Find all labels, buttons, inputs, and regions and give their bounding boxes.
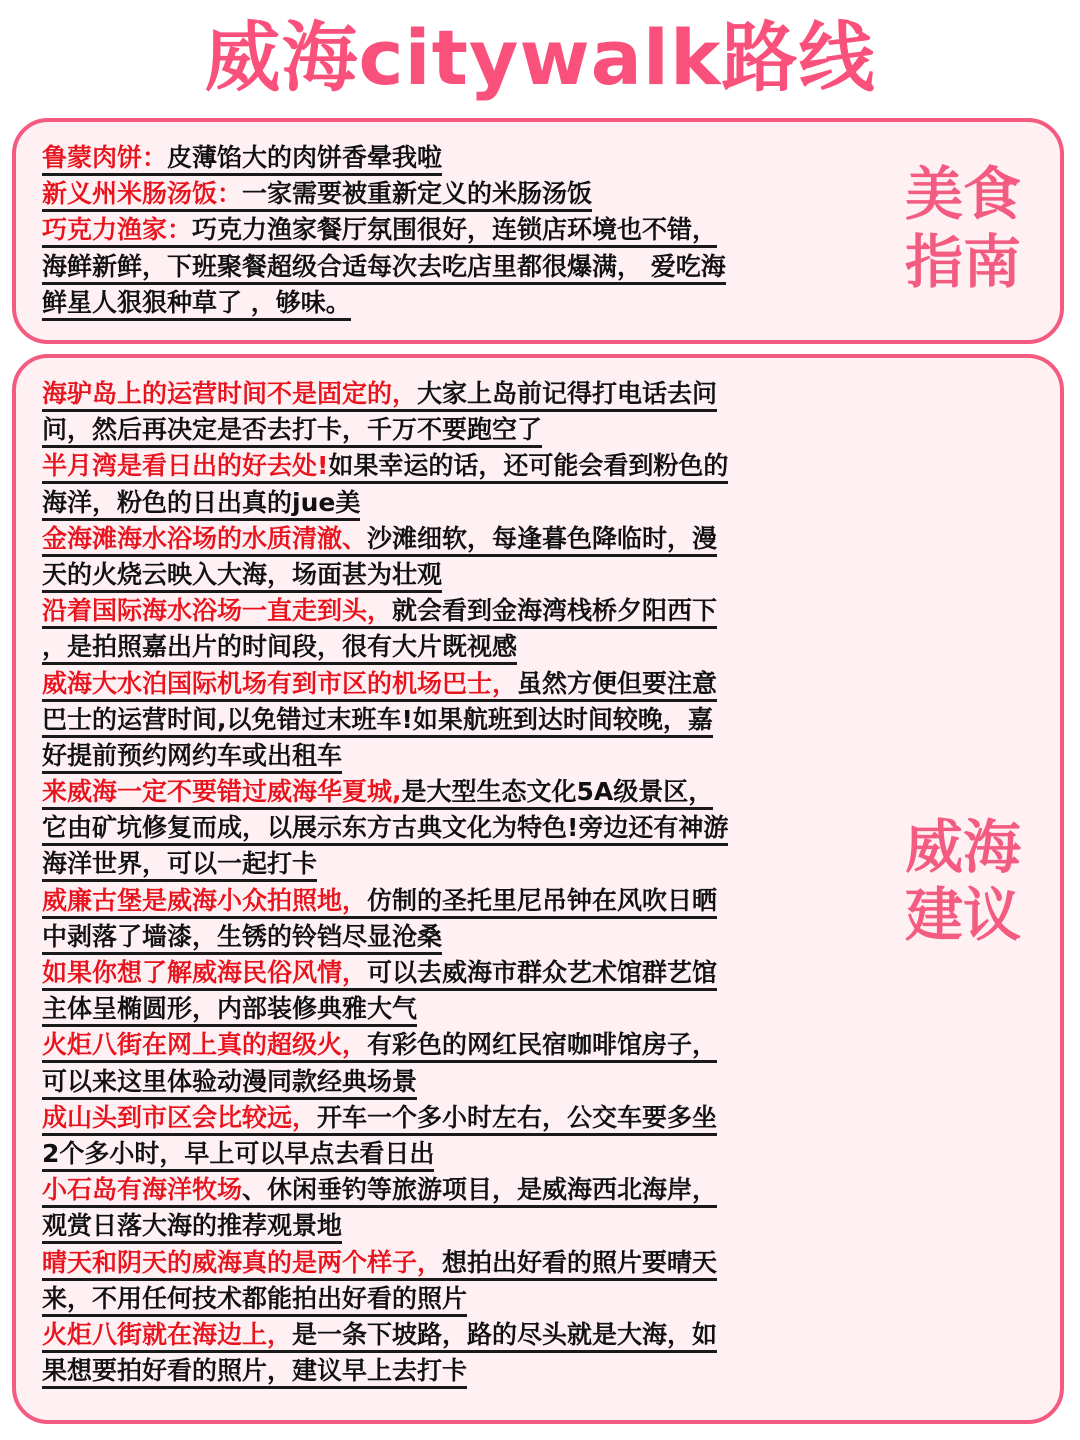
underlined-text xyxy=(42,813,728,846)
underlined-text xyxy=(42,741,342,774)
weihai-tips-label-line-1: 威海 xyxy=(904,813,1021,881)
body-text: 、休闲垂钓等旅游项目，是威海西北海岸， xyxy=(242,1175,718,1205)
underlined-text xyxy=(42,415,542,448)
underlined-text xyxy=(42,288,351,321)
body-text: 问，然后再决定是否去打卡，千万不要跑空了 xyxy=(42,415,543,445)
underlined-text xyxy=(42,1030,717,1063)
body-text: 它由矿坑修复而成，以展示东方古典文化为特色!旁边还有神游 xyxy=(42,813,729,843)
body-text: ，是拍照嘉出片的时间段，很有大片既视感 xyxy=(42,632,518,662)
underlined-text xyxy=(42,1211,342,1244)
highlight-text: 威廉古堡是威海小众拍照地， xyxy=(42,885,368,915)
body-text: 是一条下坡路，路的尽头就是大海，如 xyxy=(292,1319,718,1349)
body-text: 想拍出好看的照片要晴天 xyxy=(442,1247,718,1277)
tips-text-line xyxy=(42,1064,892,1100)
underlined-text xyxy=(42,215,717,248)
tips-text-line xyxy=(42,919,892,955)
underlined-text xyxy=(42,596,717,629)
underlined-text xyxy=(42,488,360,521)
body-text: 海洋世界，可以一起打卡 xyxy=(42,849,318,879)
tips-text-line xyxy=(42,448,892,484)
underlined-text xyxy=(42,994,417,1027)
underlined-text xyxy=(42,1356,467,1389)
body-text: 好提前预约网约车或出租车 xyxy=(42,740,343,770)
body-text: 巴士的运营时间,以免错过末班车!如果航班到达时间较晚，嘉 xyxy=(42,704,713,734)
weihai-tips-panel xyxy=(12,354,1064,1424)
tips-text-line xyxy=(42,1027,892,1063)
underlined-text xyxy=(42,1284,467,1317)
body-text: 海鲜新鲜，下班聚餐超级合适每次去吃店里都很爆满， 爱吃海 xyxy=(42,251,726,281)
underlined-text xyxy=(42,849,317,882)
body-text: 是大型生态文化5A级景区， xyxy=(401,777,714,807)
underlined-text xyxy=(42,1067,417,1100)
tips-text-line xyxy=(42,991,892,1027)
body-text: 仿制的圣托里尼吊钟在风吹日晒 xyxy=(367,885,718,915)
highlight-text: 晴天和阴天的威海真的是两个样子， xyxy=(42,1247,443,1277)
body-text: 如果幸运的话，还可能会看到粉色的 xyxy=(328,451,729,481)
underlined-text xyxy=(42,1139,434,1172)
body-text: 就会看到金海湾栈桥夕阳西下 xyxy=(392,596,718,626)
highlight-text: 火炬八街在网上真的超级火， xyxy=(42,1030,368,1060)
highlight-text: 巧克力渔家： xyxy=(42,215,193,245)
highlight-text: 来威海一定不要错过威海华夏城, xyxy=(42,777,402,807)
underlined-text xyxy=(42,1175,717,1208)
underlined-text xyxy=(42,922,442,955)
food-guide-panel xyxy=(12,118,1064,344)
underlined-text xyxy=(42,669,717,702)
tips-text-line xyxy=(42,1100,892,1136)
underlined-text xyxy=(42,958,717,991)
underlined-text xyxy=(42,524,717,557)
tips-text-line xyxy=(42,1172,892,1208)
body-text: 一家需要被重新定义的米肠汤饭 xyxy=(242,179,593,209)
food-guide-label-line-1: 美食 xyxy=(904,160,1021,228)
highlight-text: 半月湾是看日出的好去处! xyxy=(42,451,329,481)
food-text-line xyxy=(42,285,892,321)
body-text: 虽然方便但要注意 xyxy=(517,668,718,698)
tips-text-line xyxy=(42,702,892,738)
tips-text-line xyxy=(42,666,892,702)
tips-text-line xyxy=(42,883,892,919)
highlight-text: 新义州米肠汤饭： xyxy=(42,179,243,209)
tips-text-line xyxy=(42,485,892,521)
body-text: 天的火烧云映入大海，场面甚为壮观 xyxy=(42,559,443,589)
tips-text-line xyxy=(42,376,892,412)
tips-text-line xyxy=(42,593,892,629)
body-text: 来，不用任何技术都能拍出好看的照片 xyxy=(42,1283,468,1313)
underlined-text xyxy=(42,1248,717,1281)
underlined-text xyxy=(42,1320,717,1353)
tips-text-line xyxy=(42,1281,892,1317)
highlight-text: 威海大水泊国际机场有到市区的机场巴士， xyxy=(42,668,518,698)
tips-text-line xyxy=(42,955,892,991)
tips-text-line xyxy=(42,774,892,810)
food-guide-text xyxy=(42,140,892,321)
weihai-tips-label-line-2: 建议 xyxy=(904,881,1021,949)
tips-text-line xyxy=(42,1245,892,1281)
page-title: 威海citywalk路线 xyxy=(204,13,876,102)
body-text: 大家上岛前记得打电话去问 xyxy=(417,379,718,408)
food-text-line xyxy=(42,176,892,212)
underlined-text xyxy=(42,143,442,176)
food-text-line xyxy=(42,249,892,285)
body-text: 中剥落了墙漆，生锈的铃铛尽显沧桑 xyxy=(42,921,443,951)
food-guide-label xyxy=(898,160,1028,296)
tips-text-line xyxy=(42,1208,892,1244)
underlined-text xyxy=(42,777,713,810)
highlight-text: 如果你想了解威海民俗风情， xyxy=(42,958,368,987)
body-text: 果想要拍好看的照片，建议早上去打卡 xyxy=(42,1356,468,1386)
tips-text-line xyxy=(42,1353,892,1389)
food-text-line xyxy=(42,140,892,176)
highlight-text: 金海滩海水浴场的水质清澈、 xyxy=(42,523,368,553)
tips-text-line xyxy=(42,629,892,665)
food-text-line xyxy=(42,212,892,248)
underlined-text xyxy=(42,379,717,412)
tips-text-line xyxy=(42,1136,892,1172)
body-text: 开车一个多小时左右，公交车要多坐 xyxy=(317,1102,718,1132)
body-text: 可以来这里体验动漫同款经典场景 xyxy=(42,1066,418,1096)
body-text: 主体呈椭圆形，内部装修典雅大气 xyxy=(42,994,418,1024)
body-text: 沙滩细软，每逢暮色降临时，漫 xyxy=(367,523,718,553)
tips-text-line xyxy=(42,738,892,774)
weihai-tips-label xyxy=(898,813,1028,949)
highlight-text: 海驴岛上的运营时间不是固定的， xyxy=(42,379,418,408)
body-text: 观赏日落大海的推荐观景地 xyxy=(42,1211,343,1241)
food-guide-label-line-2: 指南 xyxy=(904,228,1021,296)
underlined-text xyxy=(42,886,717,919)
underlined-text xyxy=(42,179,592,212)
tips-text-line xyxy=(42,810,892,846)
tips-text-line xyxy=(42,412,892,448)
highlight-text: 沿着国际海水浴场一直走到头， xyxy=(42,596,393,626)
underlined-text xyxy=(42,705,713,738)
highlight-text: 火炬八街就在海边上， xyxy=(42,1319,293,1349)
underlined-text xyxy=(42,451,728,484)
underlined-text xyxy=(42,560,442,593)
body-text: 有彩色的网红民宿咖啡馆房子， xyxy=(367,1030,718,1060)
tips-text-line xyxy=(42,846,892,882)
body-text: 2个多小时，早上可以早点去看日出 xyxy=(42,1138,435,1168)
body-text: 巧克力渔家餐厅氛围很好，连锁店环境也不错， xyxy=(192,215,718,245)
highlight-text: 成山头到市区会比较远， xyxy=(42,1102,318,1132)
tips-text-line xyxy=(42,557,892,593)
underlined-text xyxy=(42,632,517,665)
body-text: 鲜星人狠狠种草了 ，够味。 xyxy=(42,287,351,317)
body-text: 可以去威海市群众艺术馆群艺馆 xyxy=(367,958,718,987)
tips-text-line xyxy=(42,1317,892,1353)
underlined-text xyxy=(42,252,726,285)
highlight-text: 鲁蒙肉饼： xyxy=(42,143,168,172)
underlined-text xyxy=(42,1103,717,1136)
weihai-tips-text xyxy=(42,376,892,1389)
highlight-text: 小石岛有海洋牧场 xyxy=(42,1175,243,1205)
body-text: 海洋，粉色的日出真的jue美 xyxy=(42,487,361,517)
body-text: 皮薄馅大的肉饼香晕我啦 xyxy=(167,143,443,172)
tips-text-line xyxy=(42,521,892,557)
